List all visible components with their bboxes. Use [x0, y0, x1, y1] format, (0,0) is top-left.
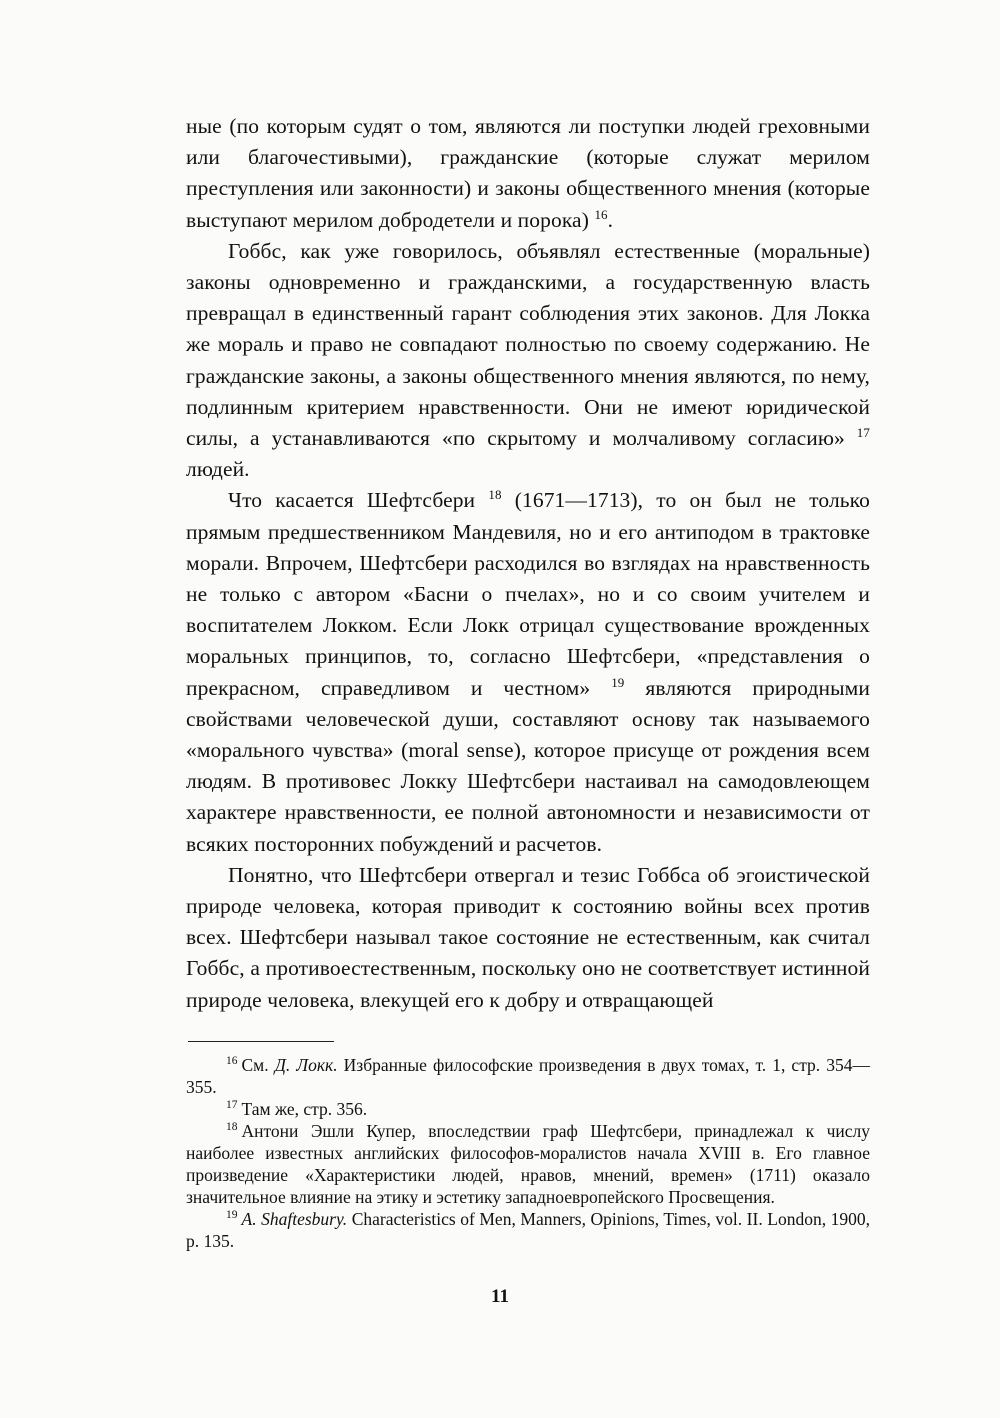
footnote-ref-19: 19: [611, 674, 625, 690]
footnote-16-text: Избранные философские произведения в двух томах, т. 1, стр. 354—355.: [186, 1055, 870, 1097]
footnote-18-number: 18: [226, 1121, 238, 1134]
footnote-19-author: A. Shaftesbury.: [241, 1209, 348, 1229]
paragraph-1: [186, 111, 870, 236]
footnote-ref-16: 16: [594, 206, 608, 222]
page-number: 11: [491, 1286, 509, 1307]
paragraph-3-mid: (1671—1713), то он был не только прямым предшественником Мандевиля, но и его антиподом в трактовке морали. Впрочем, Шефтсбери расходился во взглядах на нравственность не только с автором «Басни о пчелах», но и со своим учителем и воспитателем Локком. Если Локк отрицал существование врожденных моральных принципов, то, согласно Шефтсбери, «представления о прекрасном, справедливом и честном»: [186, 488, 870, 700]
footnote-16: [186, 1054, 870, 1098]
paragraph-1-text: ные (по которым судят о том, являются ли поступки людей греховными или благочестивыми), гражданские (которые служат мерилом преступления или законности) и законы общественного мнения (которые выступают мерилом добродетели и порока): [186, 114, 870, 232]
footnote-17: [186, 1098, 870, 1120]
footnote-18: [186, 1120, 870, 1208]
footnote-18-text: Антони Эшли Купер, впоследствии граф Шефтсбери, принадлежал к числу наиболее известных английских философов-моралистов начала XVIII в. Его главное произведение «Характеристики людей, нравов, мнений, времен» (1711) оказало значительное влияние на этику и эстетику западноевропейского Просвещения.: [186, 1121, 870, 1207]
footnote-19: [186, 1208, 870, 1252]
footnote-19-text: Characteristics of Men, Manners, Opinions, Times, vol. II. London, 1900, p. 135.: [186, 1209, 870, 1251]
paragraph-2: [186, 236, 870, 486]
paragraph-4-text: Понятно, что Шефтсбери отвергал и тезис Гоббса об эгоистической природе человека, которая приводит к состоянию войны всех против всех. Шефтсбери называл такое состояние не естественным, как считал Гоббс, а противоестественным, поскольку оно не соответствует истинной природе человека, влекущей его к добру и отвращающей: [186, 862, 870, 1012]
footnote-19-number: 19: [226, 1209, 238, 1222]
footnotes: [186, 1054, 870, 1252]
footnote-16-number: 16: [226, 1055, 238, 1068]
paragraph-2-text: Гоббс, как уже говорилось, объявлял естественные (моральные) законы одновременно и гражданскими, а государственную власть превращал в единственный гарант соблюдения этих законов. Для Локка же мораль и право не совпадают полностью по своему содержанию. Не гражданские законы, а законы общественного мнения являются, по нему, подлинным критерием нравственности. Они не имеют юридической силы, а устанавливаются «по скрытому и молчаливому согласию»: [186, 238, 870, 451]
paragraph-4: [186, 860, 870, 1016]
paragraph-2-tail: людей.: [186, 457, 250, 482]
footnote-17-text: Там же, стр. 356.: [241, 1099, 368, 1119]
footnote-16-author: Д. Локк.: [274, 1055, 338, 1075]
paragraph-3-pre: Что касается Шефтсбери: [228, 488, 476, 513]
paragraph-3-tail: являются природными свойствами человеческой души, составляют основу так называемого «морального чувства» (moral sense), которое присуще от рождения всем людям. В противовес Локку Шефтсбери настаивал на самодовлеющем характере нравственности, ее полной автономности и независимости от всяких посторонних побуждений и расчетов.: [186, 675, 870, 856]
footnote-16-prefix: См.: [241, 1055, 275, 1075]
footnote-ref-17: 17: [856, 424, 870, 440]
paragraph-3: [186, 485, 870, 859]
footnote-17-number: 17: [226, 1099, 238, 1112]
paragraph-1-tail: .: [607, 207, 614, 232]
footnote-ref-18: 18: [488, 487, 502, 503]
footnote-divider: [188, 1041, 334, 1042]
main-text: [186, 111, 870, 1016]
